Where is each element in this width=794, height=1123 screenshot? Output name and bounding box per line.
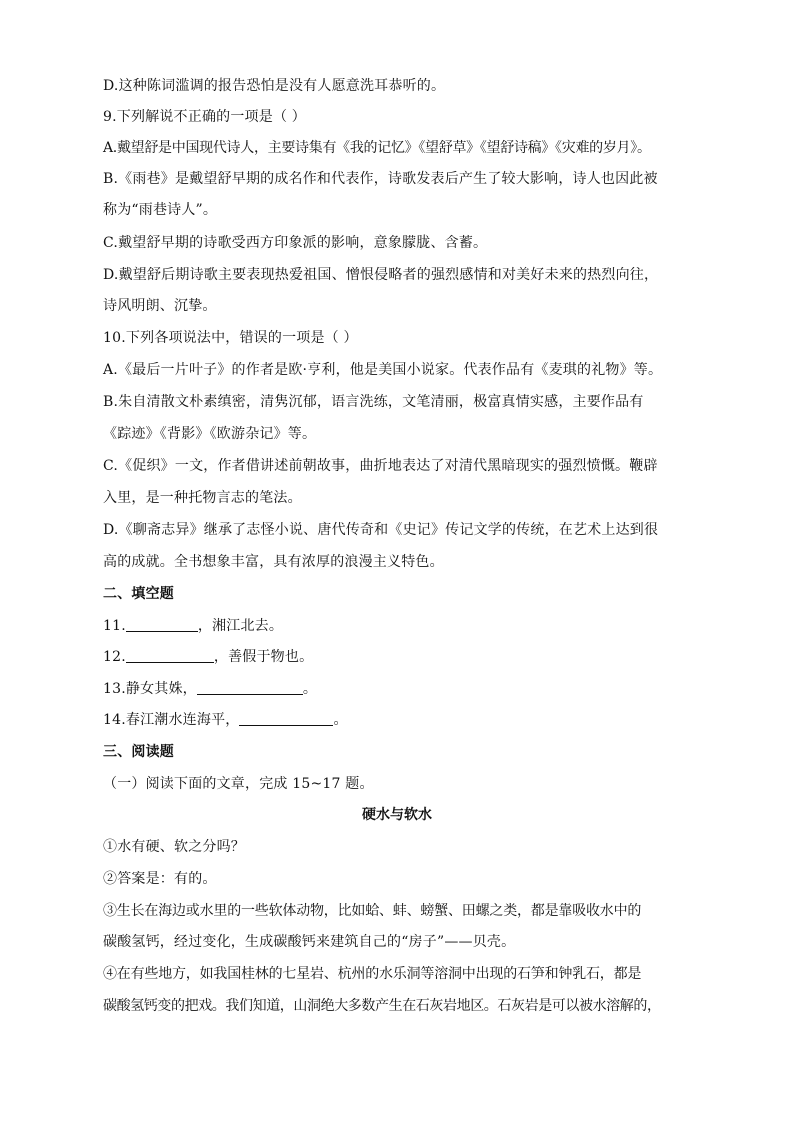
- q9-option-a: A.戴望舒是中国现代诗人，主要诗集有《我的记忆》《望舒草》《望舒诗稿》《灾难的岁月》。: [103, 140, 651, 156]
- q12-answer-blank[interactable]: [126, 648, 214, 663]
- q8-option-d: D.这种陈词滥调的报告恐怕是没有人愿意洗耳恭听的。: [103, 78, 446, 94]
- reading-intro: （一）阅读下面的文章，完成 15~17 题。: [103, 776, 374, 792]
- q10-option-d-line1: D.《聊斋志异》继承了志怪小说、唐代传奇和《史记》传记文学的传统，在艺术上达到很: [103, 522, 659, 538]
- q12: [103, 648, 743, 666]
- q13-suffix: 。: [302, 681, 318, 697]
- q11: [103, 617, 743, 635]
- q14-suffix: 。: [333, 712, 348, 728]
- article-paragraph-2: ②答案是：有的。: [103, 871, 217, 887]
- q10-option-b-line1: B.朱自清散文朴素缜密，清隽沉郁，语言洗练，文笔清丽，极富真情实感，主要作品有: [103, 394, 644, 410]
- q14-answer-blank[interactable]: [239, 711, 333, 726]
- article-title: 硬水与软水: [362, 807, 432, 823]
- q10-option-c-line1: C.《促织》一文，作者借讲述前朝故事，曲折地表达了对清代黑暗现实的强烈愤慨。鞭辟: [103, 458, 658, 474]
- article-paragraph-3-line1: ③生长在海边或水里的一些软体动物，比如蛤、蚌、螃蟹、田螺之类，都是靠吸收水中的: [103, 903, 642, 919]
- q13-prefix: 13.静女其姝，: [103, 681, 197, 697]
- q11-suffix: ，湘江北去。: [197, 618, 284, 634]
- q13-answer-blank[interactable]: [197, 680, 303, 695]
- q9-option-c: C.戴望舒早期的诗歌受西方印象派的影响，意象朦胧、含蓄。: [103, 235, 488, 251]
- section-fill-in-title: 二、填空题: [103, 586, 174, 602]
- q10-option-c-line2: 入里，是一种托物言志的笔法。: [103, 490, 302, 506]
- article-paragraph-4-line2: 碳酸氢钙变的把戏。我们知道，山洞绝大多数产生在石灰岩地区。石灰岩是可以被水溶解的，: [103, 998, 661, 1014]
- q14-prefix: 14.春江潮水连海平，: [103, 712, 240, 728]
- article-paragraph-3-line2: 碳酸氢钙，经过变化，生成碳酸钙来建筑自己的“房子”——贝壳。: [103, 934, 516, 950]
- q12-prefix: 12.: [103, 649, 126, 665]
- q10-option-b-line2: 《踪迹》《背影》《欧游杂记》等。: [103, 426, 317, 442]
- q9-stem: 9.下列解说不正确的一项是（ ）: [103, 109, 307, 125]
- q11-answer-blank[interactable]: [126, 617, 198, 632]
- article-paragraph-1: ①水有硬、软之分吗？: [103, 839, 245, 855]
- q9-option-d-line1: D.戴望舒后期诗歌主要表现热爱祖国、憎恨侵略者的强烈感情和对美好未来的热烈向往，: [103, 267, 659, 283]
- q9-option-d-line2: 诗风明朗、沉挚。: [103, 298, 217, 314]
- q10-stem: 10.下列各项说法中，错误的一项是（ ）: [103, 330, 358, 346]
- section-reading-title: 三、阅读题: [103, 744, 174, 760]
- q9-option-b-line2: 称为“雨巷诗人”。: [103, 202, 218, 218]
- q11-prefix: 11.: [103, 618, 126, 634]
- q13: [103, 680, 743, 698]
- q10-option-a: A.《最后一片叶子》的作者是欧·亨利，他是美国小说家。代表作品有《麦琪的礼物》等。: [103, 362, 663, 378]
- article-paragraph-4-line1: ④在有些地方，如我国桂林的七星岩、杭州的水乐洞等溶洞中出现的石笋和钟乳石，都是: [103, 966, 642, 982]
- q10-option-d-line2: 高的成就。全书想象丰富，具有浓厚的浪漫主义特色。: [103, 554, 444, 570]
- q9-option-b-line1: B.《雨巷》是戴望舒早期的成名作和代表作，诗歌发表后产生了较大影响，诗人也因此被: [103, 171, 658, 187]
- q14: [103, 711, 743, 729]
- q12-suffix: ，善假于物也。: [213, 649, 314, 665]
